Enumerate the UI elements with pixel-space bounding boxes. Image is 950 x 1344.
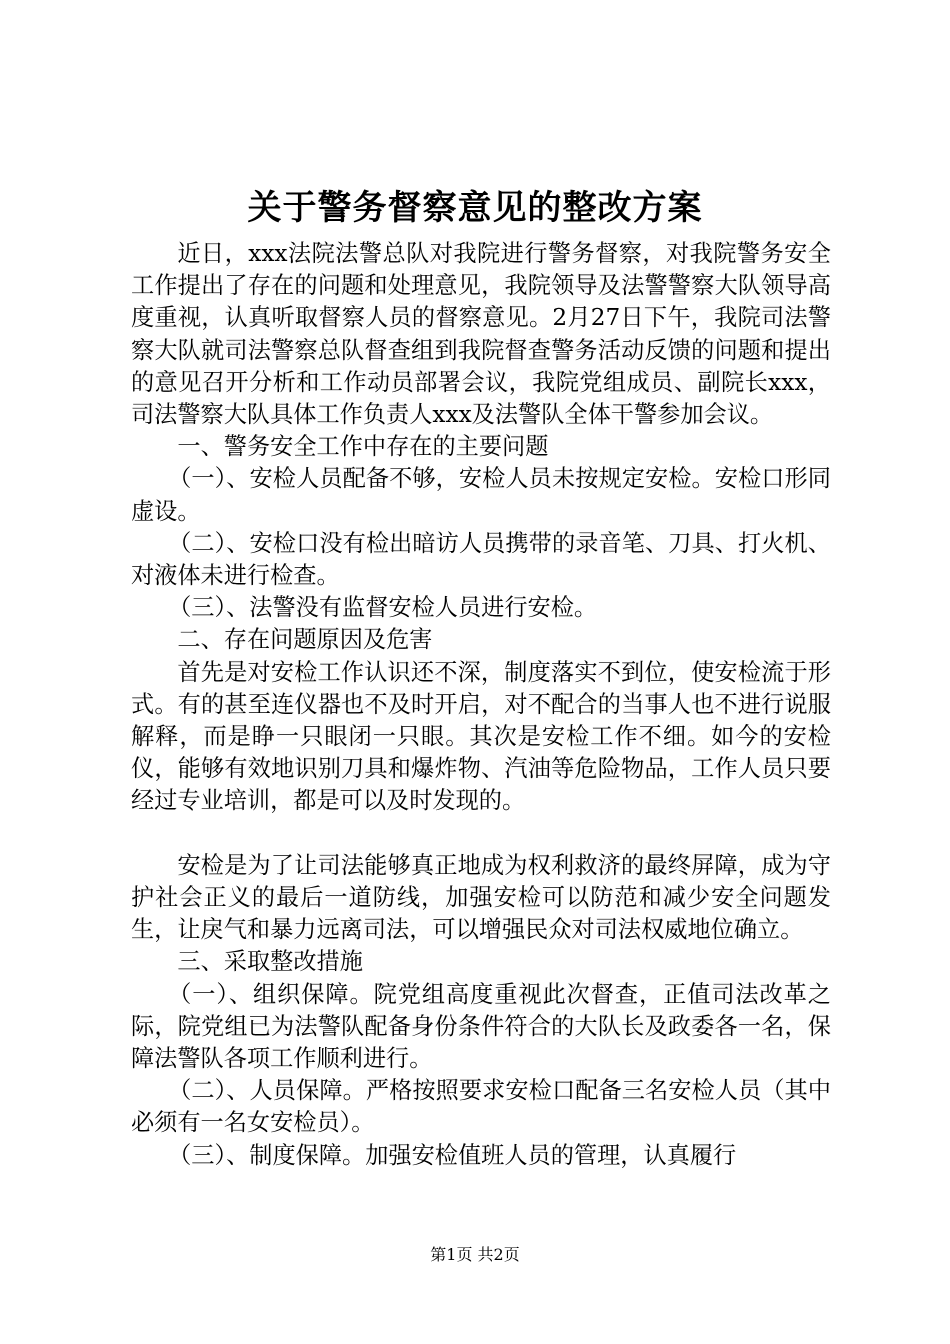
- paragraph-cause: 首先是对安检工作认识还不深，制度落实不到位，使安检流于形式。有的甚至连仪器也不及时开启，对不配合的当事人也不进行说服解释，而是睁一只眼闭一只眼。其次是安检工作不细。如今的安检仪，能够有效地识别刀具和爆炸物、汽油等危险物品，工作人员只要经过专业培训，都是可以及时发现的。: [131, 658, 831, 815]
- document-body: [131, 238, 831, 1172]
- paragraph-intro: 近日，xxx法院法警总队对我院进行警务督察，对我院警务安全工作提出了存在的问题和处理意见，我院领导及法警警察大队领导高度重视，认真听取督察人员的督察意见。2月27日下午，我院司法警察大队就司法警察总队督查组到我院督查警务活动反馈的问题和提出的意见召开分析和工作动员部署会议，我院党组成员、副院长xxx，司法警察大队具体工作负责人xxx及法警队全体干警参加会议。: [131, 240, 831, 429]
- blank-line: [131, 818, 831, 850]
- page-footer: 第1页 共2页: [430, 1245, 520, 1264]
- paragraph-purpose: 安检是为了让司法能够真正地成为权利救济的最终屏障，成为守护社会正义的最后一道防线，加强安检可以防范和减少安全问题发生，让戾气和暴力远离司法，可以增强民众对司法权威地位确立。: [131, 851, 831, 944]
- heading-section-2: 二、存在问题原因及危害: [177, 626, 433, 654]
- document-title: 关于警务督察意见的整改方案: [247, 188, 703, 228]
- paragraph-measure-1: （一）、组织保障。院党组高度重视此次督查，正值司法改革之际，院党组已为法警队配备身份条件符合的大队长及政委各一名，保障法警队各项工作顺利进行。: [131, 980, 831, 1073]
- paragraph-issue-1: （一）、安检人员配备不够，安检人员未按规定安检。安检口形同虚设。: [131, 465, 831, 525]
- heading-section-3: 三、采取整改措施: [177, 948, 363, 976]
- heading-section-1: 一、警务安全工作中存在的主要问题: [177, 433, 549, 461]
- paragraph-measure-3: （三）、制度保障。加强安检值班人员的管理，认真履行: [168, 1141, 737, 1169]
- paragraph-measure-2: （二）、人员保障。严格按照要求安检口配备三名安检人员（其中必须有一名女安检员）。: [131, 1077, 831, 1137]
- paragraph-issue-3: （三）、法警没有监督安检人员进行安检。: [168, 594, 598, 622]
- paragraph-issue-2: （二）、安检口没有检出暗访人员携带的录音笔、刀具、打火机、对液体未进行检查。: [131, 529, 831, 590]
